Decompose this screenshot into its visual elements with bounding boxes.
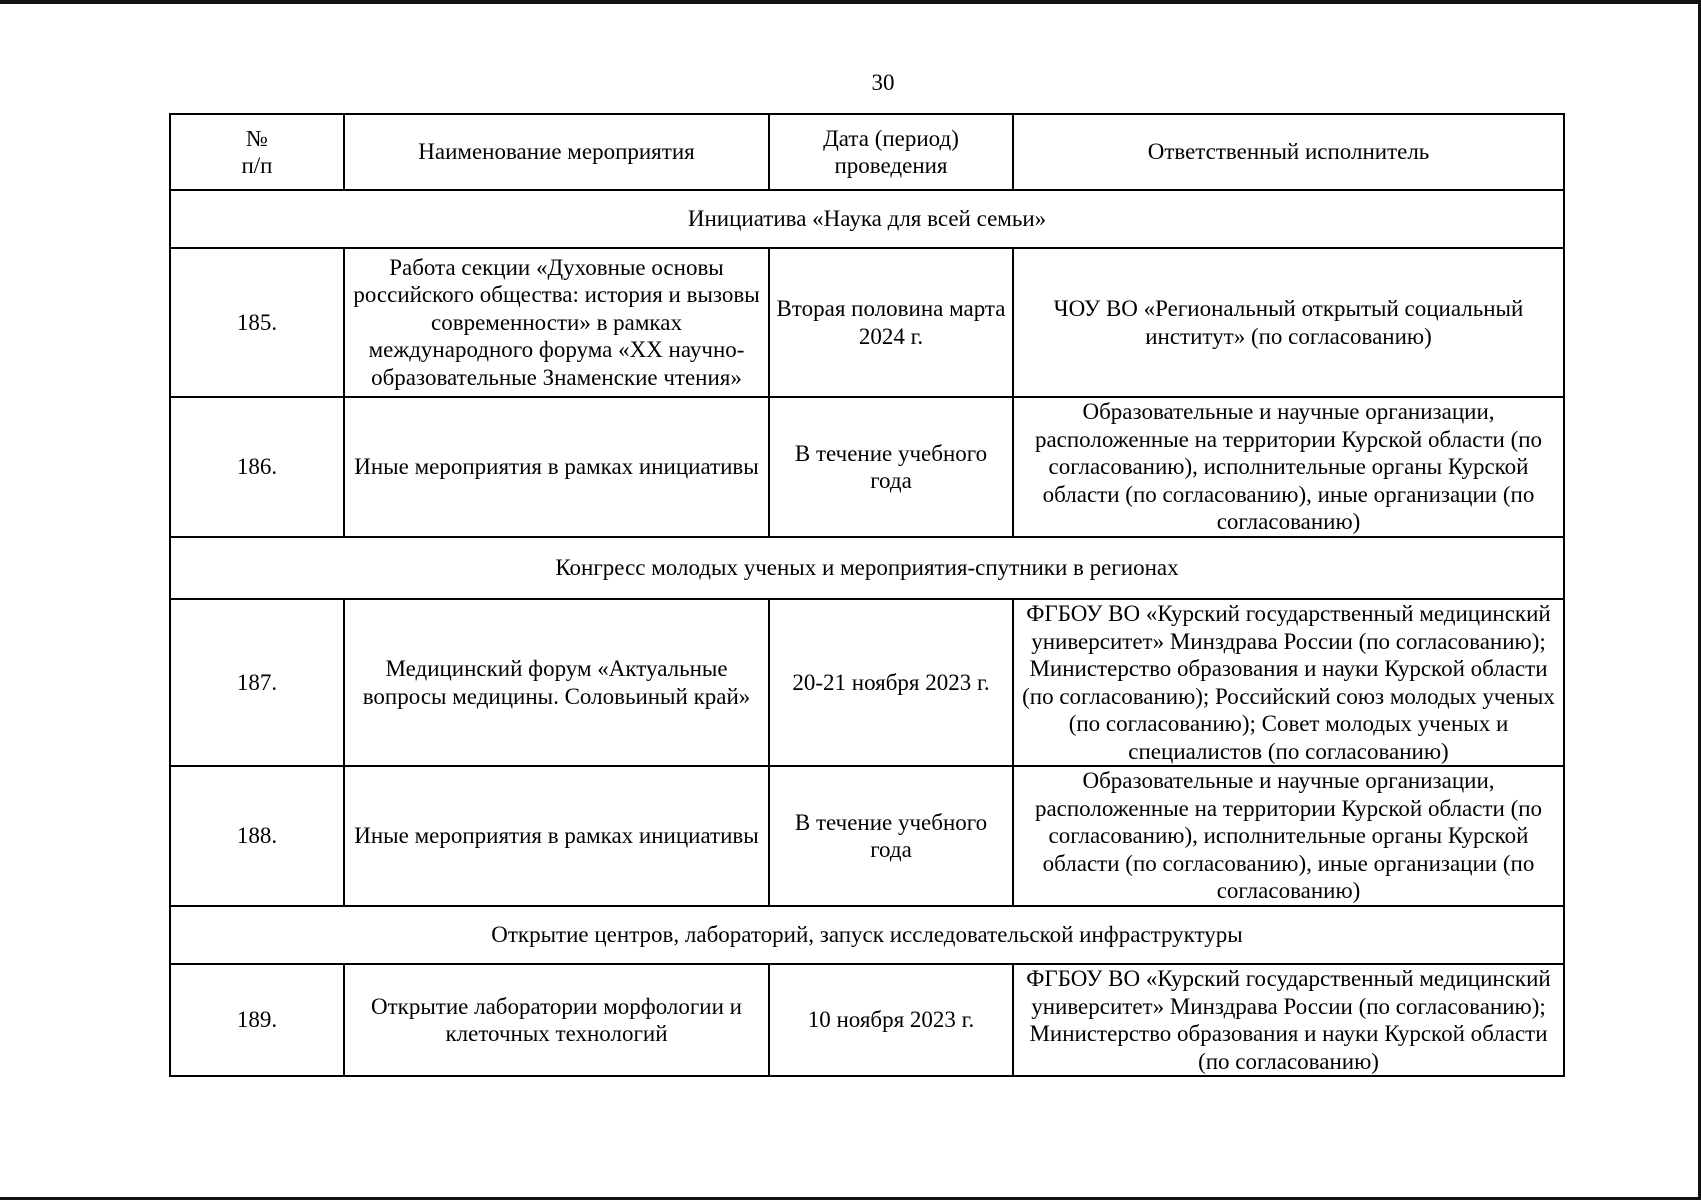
responsible-executor: Образовательные и научные организации, расположенные на территории Курской области (по согласованию), исполнительные органы Курской области (по согласованию), иные организации (по согласованию) xyxy=(1013,766,1564,906)
table-row xyxy=(170,766,1564,906)
event-name: Медицинский форум «Актуальные вопросы медицины. Соловьиный край» xyxy=(344,599,769,766)
table-row xyxy=(170,964,1564,1076)
responsible-executor: ФГБОУ ВО «Курский государственный медицинский университет» Минздрава России (по согласованию); Министерство образования и науки Курской области (по согласованию) xyxy=(1013,964,1564,1076)
section-title: Инициатива «Наука для всей семьи» xyxy=(170,190,1564,248)
section-title: Открытие центров, лабораторий, запуск исследовательской инфраструктуры xyxy=(170,906,1564,964)
row-number: 185. xyxy=(170,248,344,397)
table-row xyxy=(170,599,1564,766)
header-number: № п/п xyxy=(170,114,344,190)
row-number: 187. xyxy=(170,599,344,766)
header-date: Дата (период) проведения xyxy=(769,114,1013,190)
event-name: Иные мероприятия в рамках инициативы xyxy=(344,766,769,906)
responsible-executor: ФГБОУ ВО «Курский государственный медицинский университет» Минздрава России (по согласованию); Министерство образования и науки Курской области (по согласованию); Российский союз молодых ученых (по согласованию); Совет молодых ученых и специалистов (по согласованию) xyxy=(1013,599,1564,766)
table-header-row xyxy=(170,114,1564,190)
event-date: 20-21 ноября 2023 г. xyxy=(769,599,1013,766)
table-row xyxy=(170,397,1564,537)
table-row xyxy=(170,248,1564,397)
header-event-name: Наименование мероприятия xyxy=(344,114,769,190)
page-number: 30 xyxy=(871,70,895,95)
section-row xyxy=(170,906,1564,964)
section-row xyxy=(170,190,1564,248)
events-table xyxy=(169,113,1565,1077)
event-name: Открытие лаборатории морфологии и клеточных технологий xyxy=(344,964,769,1076)
event-name: Работа секции «Духовные основы российского общества: история и вызовы современности» в рамках международного форума «XX научно-образовательные Знаменские чтения» xyxy=(344,248,769,397)
event-date: В течение учебного года xyxy=(769,397,1013,537)
event-date: В течение учебного года xyxy=(769,766,1013,906)
scan-border-top xyxy=(0,0,1701,4)
row-number: 186. xyxy=(170,397,344,537)
header-responsible: Ответственный исполнитель xyxy=(1013,114,1564,190)
event-name: Иные мероприятия в рамках инициативы xyxy=(344,397,769,537)
responsible-executor: Образовательные и научные организации, расположенные на территории Курской области (по согласованию), исполнительные органы Курской области (по согласованию), иные организации (по согласованию) xyxy=(1013,397,1564,537)
row-number: 189. xyxy=(170,964,344,1076)
responsible-executor: ЧОУ ВО «Региональный открытый социальный институт» (по согласованию) xyxy=(1013,248,1564,397)
event-date: 10 ноября 2023 г. xyxy=(769,964,1013,1076)
section-row xyxy=(170,537,1564,599)
event-date: Вторая половина марта 2024 г. xyxy=(769,248,1013,397)
section-title: Конгресс молодых ученых и мероприятия-спутники в регионах xyxy=(170,537,1564,599)
row-number: 188. xyxy=(170,766,344,906)
